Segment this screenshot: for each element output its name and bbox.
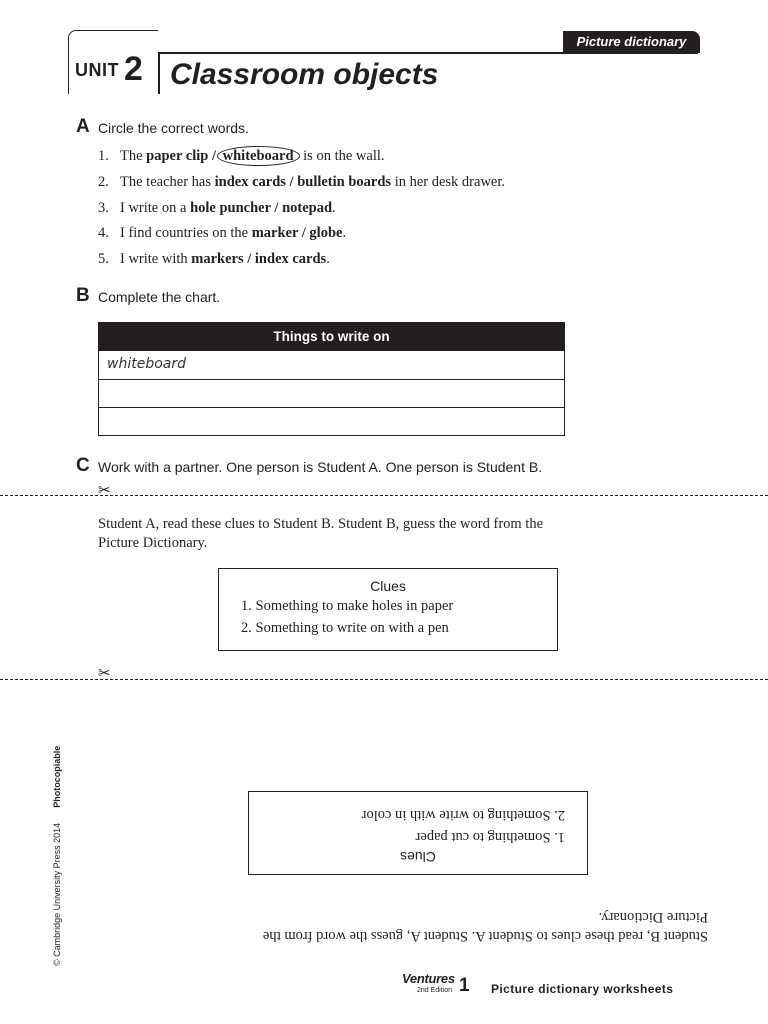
cut-line-bottom: [0, 679, 768, 680]
option-one[interactable]: marker: [251, 225, 299, 241]
option-two[interactable]: notepad: [282, 200, 333, 216]
item-text: I write with: [120, 251, 192, 267]
scissors-icon: ✂: [98, 483, 111, 499]
option-separator: /: [243, 251, 255, 267]
student-b-clue-box: [248, 791, 588, 875]
clues-title: Clues: [370, 578, 406, 594]
section-b-letter: B: [76, 285, 90, 306]
option-one[interactable]: markers: [191, 251, 244, 267]
chart-row-2[interactable]: [99, 379, 564, 407]
student-b-instructions-2: Picture Dictionary.: [598, 909, 708, 925]
student-a-clue-box: [218, 568, 558, 651]
copyright-text: © Cambridge University Press 2014: [52, 822, 62, 966]
cut-line-top: [0, 495, 768, 496]
student-b-instructions-1: Student B, read these clues to Student A. Student A, guess the word from the: [262, 928, 708, 944]
option-two[interactable]: bulletin boards: [297, 174, 392, 190]
student-a-instructions-2: Picture Dictionary.: [98, 535, 208, 551]
clue-item: 1. Something to make holes in paper: [241, 598, 454, 614]
item-text: I write on a: [120, 200, 191, 216]
footer-title: Picture dictionary worksheets: [491, 982, 674, 996]
clues-title: Clues: [400, 849, 436, 865]
item-text: The teacher has: [120, 174, 215, 190]
ventures-logo: Ventures: [402, 971, 455, 986]
page-title: Classroom objects: [170, 58, 439, 91]
student-a-instructions-1: Student A, read these clues to Student B. Student B, guess the word from the: [98, 516, 544, 532]
item-text: I find countries on the: [120, 225, 252, 241]
unit-label: UNIT: [75, 60, 119, 80]
list-item: [98, 172, 505, 192]
write-on-chart: [98, 322, 565, 436]
section-c-letter: C: [76, 455, 90, 476]
option-separator: /: [208, 148, 220, 164]
item-text: in her desk drawer.: [391, 174, 506, 190]
list-item: [98, 198, 336, 218]
option-one[interactable]: index cards: [214, 174, 286, 190]
item-number: 4.: [98, 225, 109, 241]
clue-item: 2. Something to write with in color: [361, 807, 565, 823]
item-text: The: [120, 148, 147, 164]
option-one[interactable]: hole puncher: [190, 200, 271, 216]
chart-row-3[interactable]: [99, 407, 564, 435]
unit-divider: [158, 52, 160, 94]
clue-item: 1. Something to cut paper: [415, 829, 565, 845]
chart-row-1[interactable]: whiteboard: [107, 356, 186, 372]
list-item: [98, 223, 346, 243]
scissors-icon: ✂: [98, 666, 111, 682]
item-text: .: [326, 251, 330, 267]
item-text: .: [332, 200, 336, 216]
photocopiable-text: Photocopiable: [52, 745, 62, 808]
section-b-instruction: Complete the chart.: [98, 289, 221, 305]
section-a-instruction: Circle the correct words.: [98, 120, 249, 136]
item-number: 1.: [98, 148, 109, 164]
edition-label: 2nd Edition: [417, 987, 453, 994]
list-item: [98, 146, 385, 166]
section-c-instruction: Work with a partner. One person is Student A. One person is Student B.: [98, 459, 543, 475]
section-a-letter: A: [76, 116, 90, 137]
item-number: 3.: [98, 200, 109, 216]
section-tag: Picture dictionary: [563, 31, 700, 53]
option-two[interactable]: globe: [309, 225, 343, 241]
option-separator: /: [285, 174, 298, 190]
item-number: 5.: [98, 251, 109, 267]
option-two[interactable]: index cards: [254, 251, 327, 267]
option-separator: /: [298, 225, 310, 241]
page-number: 1: [459, 975, 470, 996]
item-text: .: [342, 225, 347, 241]
option-separator: /: [270, 200, 283, 216]
item-number: 2.: [98, 174, 109, 190]
chart-header: Things to write on: [99, 323, 564, 351]
clue-item: 2. Something to write on with a pen: [241, 620, 449, 636]
chart-body: [99, 351, 564, 435]
unit-number: 2: [124, 50, 143, 88]
list-item: [98, 249, 330, 269]
option-two-circled[interactable]: whiteboard: [217, 146, 300, 166]
student-b-flipped-section: [0, 690, 768, 950]
item-text: is on the wall.: [299, 148, 385, 164]
copyright-vertical: [52, 746, 62, 966]
option-one[interactable]: paper clip: [146, 148, 209, 164]
